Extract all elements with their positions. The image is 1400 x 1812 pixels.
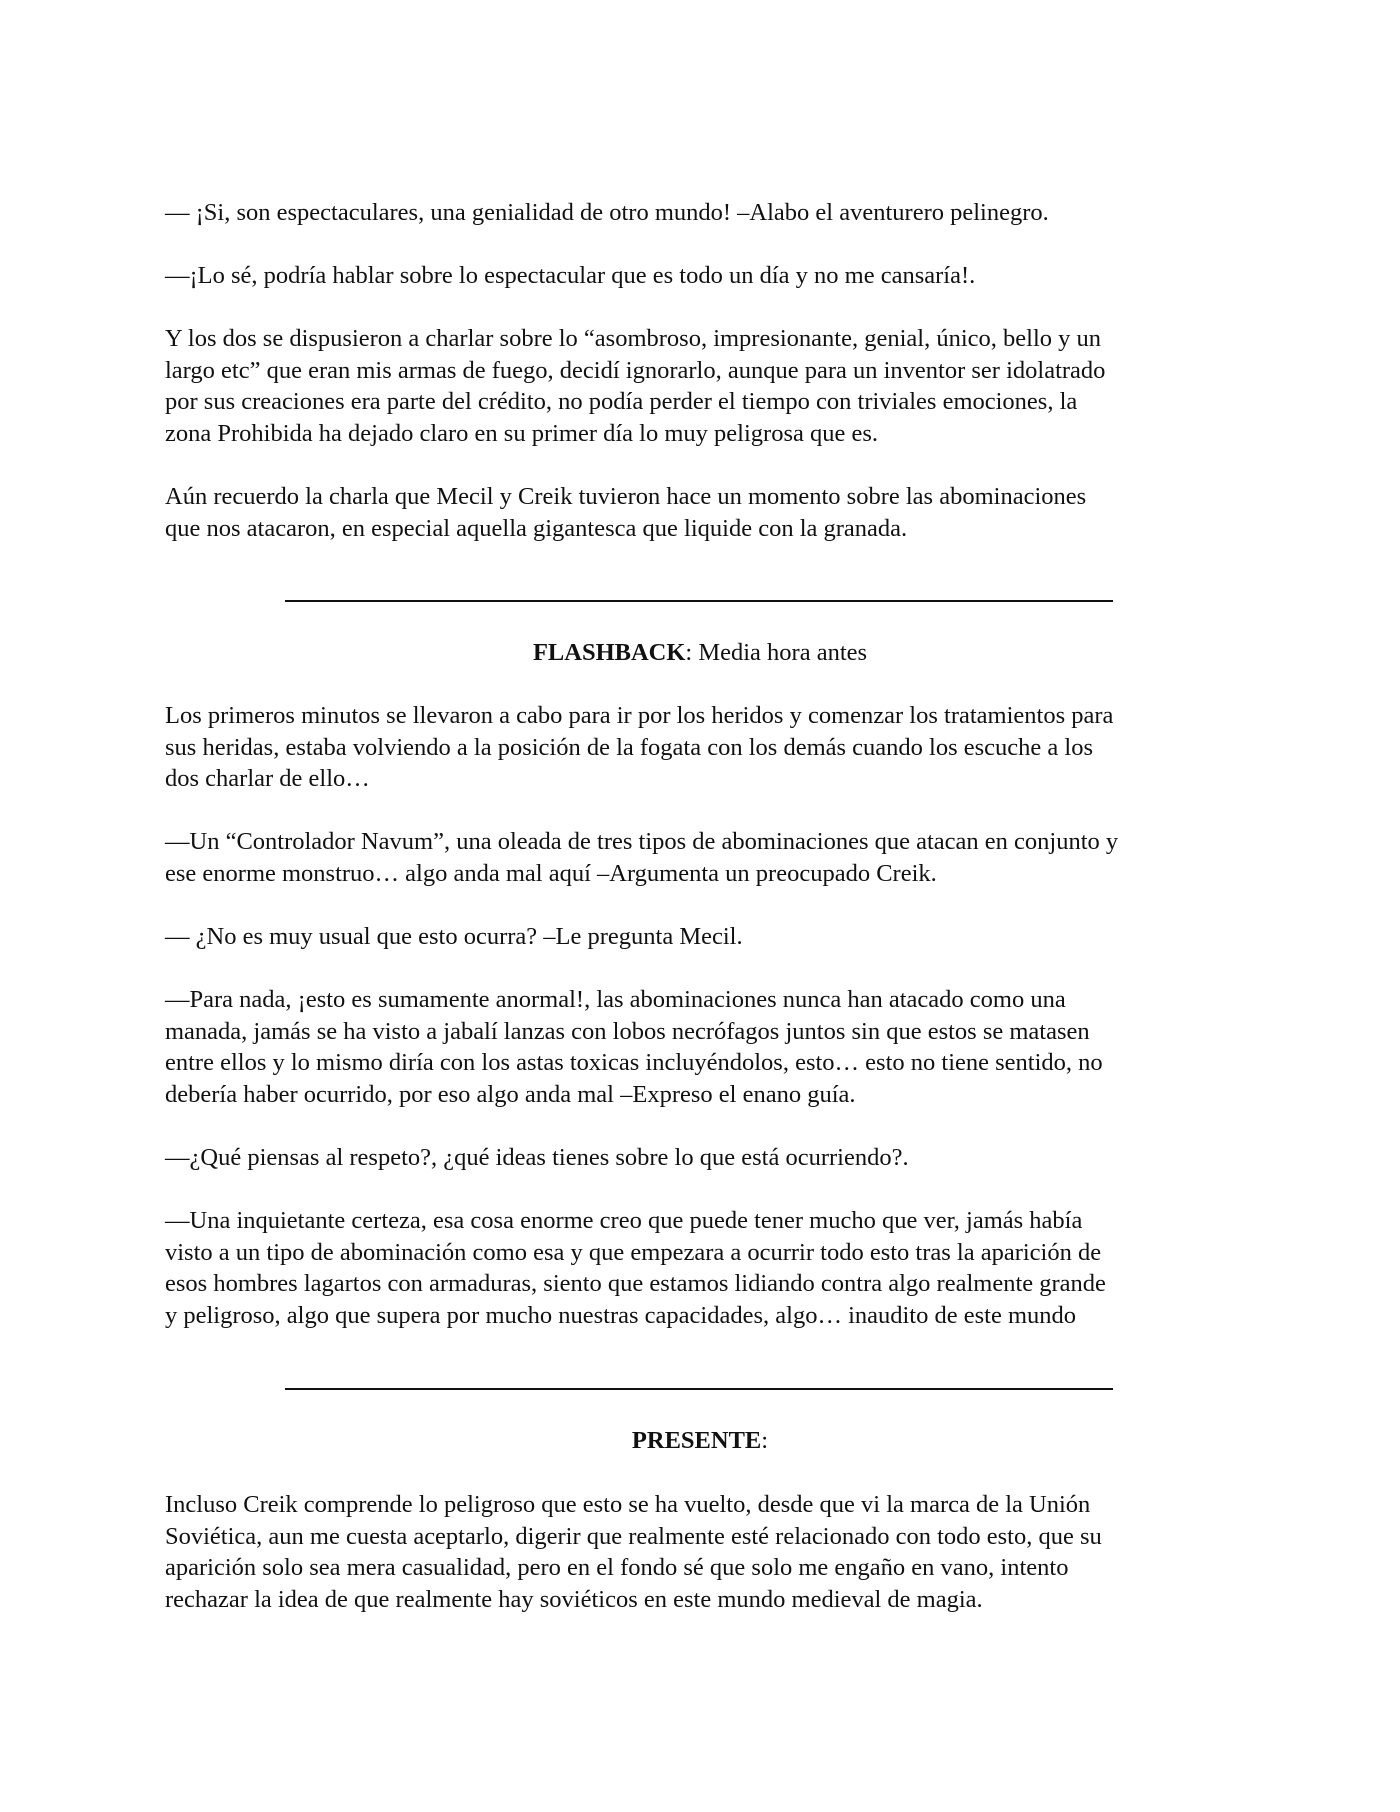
paragraph-dialogue-reply [165, 260, 975, 292]
text-line: manada, jamás se ha visto a jabalí lanzas con lobos necrófagos juntos sin que estos se matasen [165, 1017, 1090, 1045]
text-line: ese enorme monstruo… algo anda mal aquí –Argumenta un preocupado Creik. [165, 859, 937, 887]
flashback-heading [0, 637, 1400, 669]
text-line: sus heridas, estaba volviendo a la posición de la fogata con los demás cuando los escuche a los [165, 733, 1094, 761]
paragraph-dialogue-dwarf [165, 984, 1103, 1110]
flashback-heading-label: FLASHBACK [532, 639, 686, 666]
text-line: — ¿No es muy usual que esto ocurra? –Le pregunta Mecil. [165, 923, 743, 950]
paragraph-dialogue-praise [165, 197, 1049, 229]
section-divider [285, 600, 1113, 602]
paragraph-narration-wounded [165, 700, 1113, 795]
text-line: Incluso Creik comprende lo peligroso que esto se ha vuelto, desde que vi la marca de la Unión [165, 1491, 1091, 1518]
text-line: Y los dos se dispusieron a charlar sobre lo “asombroso, impresionante, genial, único, bello y un [165, 325, 1102, 352]
text-line: —Para nada, ¡esto es sumamente anormal!, las abominaciones nunca han atacado como una [165, 986, 1066, 1013]
paragraph-narration-weapons [165, 323, 1105, 449]
paragraph-narration-memory [165, 481, 1086, 544]
section-divider [285, 1388, 1113, 1390]
flashback-heading-subtitle: : Media hora antes [685, 639, 868, 666]
text-line: aparición solo sea mera casualidad, pero en el fondo sé que solo me engaño en vano, intento [165, 1554, 1069, 1581]
paragraph-narration-soviet [165, 1489, 1102, 1615]
text-line: entre ellos y lo mismo diría con los astas toxicas incluyéndolos, esto… esto no tiene sentido, no [165, 1049, 1103, 1076]
text-line: por sus creaciones era parte del crédito, no podía perder el tiempo con triviales emociones, la [165, 388, 1078, 415]
text-line: y peligroso, algo que supera por mucho nuestras capacidades, algo… inaudito de este mundo [165, 1301, 1077, 1329]
text-line: Soviética, aun me cuesta aceptarlo, digerir que realmente esté relacionado con todo esto, que su [165, 1522, 1102, 1550]
text-line: zona Prohibida ha dejado claro en su primer día lo muy peligrosa que es. [165, 419, 879, 447]
paragraph-dialogue-certainty [165, 1205, 1106, 1331]
text-line: que nos atacaron, en especial aquella gigantesca que liquide con la granada. [165, 514, 908, 542]
text-line: Los primeros minutos se llevaron a cabo para ir por los heridos y comenzar los tratamientos para [165, 702, 1114, 729]
text-line: — ¡Si, son espectaculares, una genialidad de otro mundo! –Alabo el aventurero pelinegro. [165, 199, 1049, 226]
text-line: —¡Lo sé, podría hablar sobre lo espectacular que es todo un día y no me cansaría!. [165, 262, 976, 289]
text-line: —Una inquietante certeza, esa cosa enorme creo que puede tener mucho que ver, jamás había [165, 1207, 1083, 1234]
text-line: visto a un tipo de abominación como esa y que empezara a ocurrir todo esto tras la aparición de [165, 1238, 1102, 1266]
text-line: esos hombres lagartos con armaduras, siento que estamos lidiando contra algo realmente grande [165, 1270, 1106, 1297]
text-line: —Un “Controlador Navum”, una oleada de tres tipos de abominaciones que atacan en conjunto y [165, 828, 1119, 855]
text-line: Aún recuerdo la charla que Mecil y Creik tuvieron hace un momento sobre las abominaciones [165, 483, 1087, 510]
presente-heading [0, 1425, 1400, 1457]
text-line: debería haber ocurrido, por eso algo anda mal –Expreso el enano guía. [165, 1080, 856, 1108]
text-line: —¿Qué piensas al respeto?, ¿qué ideas tienes sobre lo que está ocurriendo?. [165, 1144, 909, 1171]
paragraph-dialogue-ideas [165, 1142, 909, 1174]
text-line: rechazar la idea de que realmente hay soviéticos en este mundo medieval de magia. [165, 1585, 983, 1613]
presente-heading-label: PRESENTE [631, 1427, 762, 1454]
paragraph-dialogue-mecil-question [165, 921, 743, 953]
paragraph-dialogue-creik [165, 826, 1118, 889]
text-line: dos charlar de ello… [165, 765, 370, 792]
text-line: largo etc” que eran mis armas de fuego, decidí ignorarlo, aunque para un inventor ser idolatrado [165, 356, 1106, 384]
presente-heading-colon: : [761, 1427, 769, 1454]
